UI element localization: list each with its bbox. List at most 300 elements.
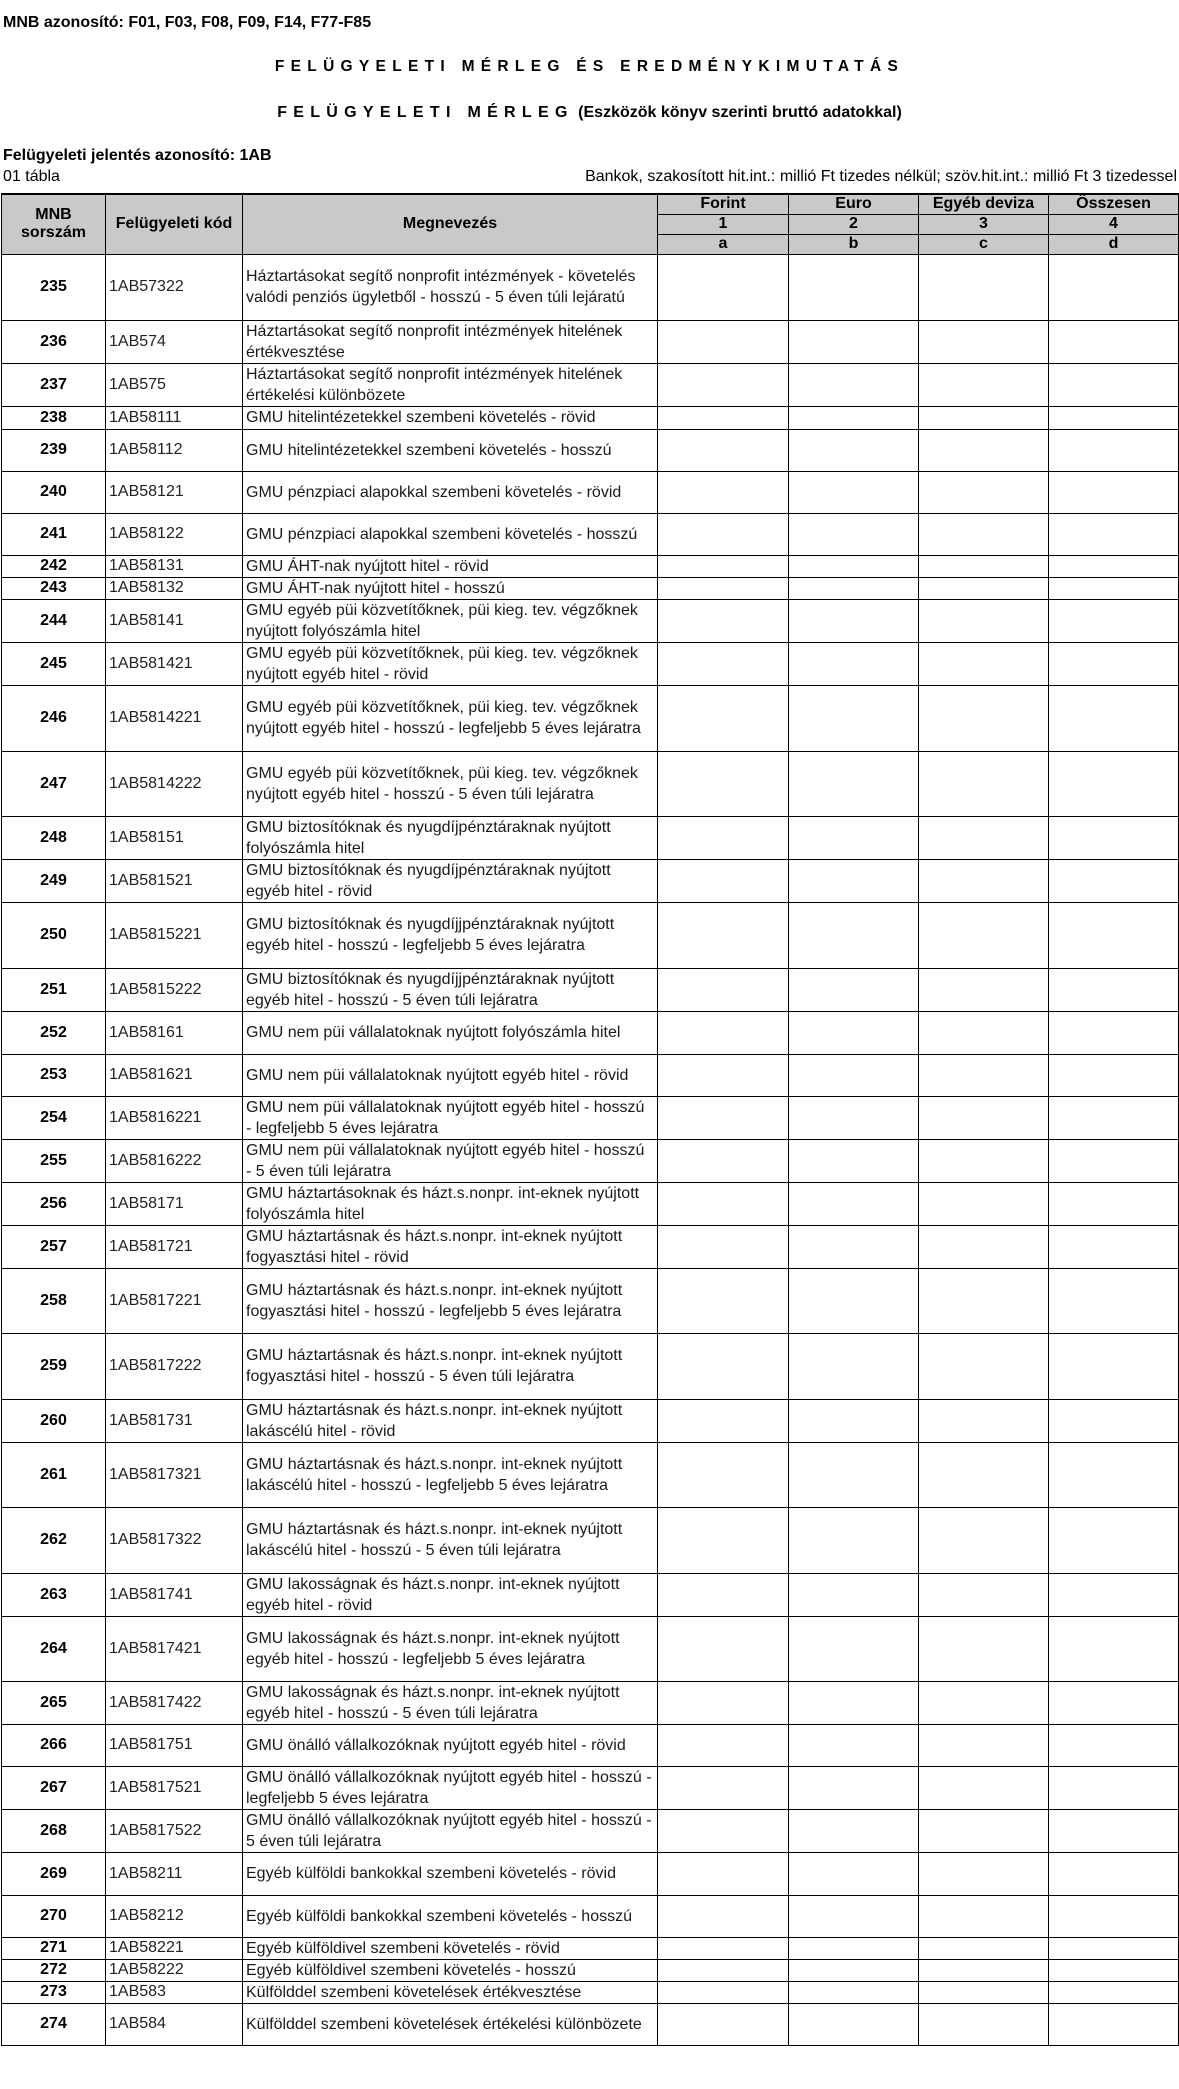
value-cell-osszesen[interactable] bbox=[1049, 642, 1179, 685]
value-cell-osszesen[interactable] bbox=[1049, 363, 1179, 406]
value-cell-egyeb-deviza[interactable] bbox=[919, 859, 1049, 902]
table-row bbox=[2, 1333, 1179, 1399]
value-cell-egyeb-deviza[interactable] bbox=[919, 1766, 1049, 1809]
value-cell-forint[interactable] bbox=[658, 555, 789, 577]
value-cell-forint[interactable] bbox=[658, 1268, 789, 1333]
value-cell-forint[interactable] bbox=[658, 1442, 789, 1507]
value-cell-euro[interactable] bbox=[789, 599, 919, 642]
value-cell-egyeb-deviza[interactable] bbox=[919, 902, 1049, 968]
value-cell-forint[interactable] bbox=[658, 751, 789, 816]
value-cell-euro[interactable] bbox=[789, 1852, 919, 1895]
row-number: 250 bbox=[2, 902, 106, 968]
value-cell-egyeb-deviza[interactable] bbox=[919, 1507, 1049, 1573]
row-number: 261 bbox=[2, 1442, 106, 1507]
mnb-identifier: MNB azonosító: F01, F03, F08, F09, F14, F77-F85 bbox=[3, 14, 372, 31]
row-code: 1AB581731 bbox=[106, 1399, 243, 1442]
row-number: 251 bbox=[2, 968, 106, 1011]
row-number: 262 bbox=[2, 1507, 106, 1573]
value-cell-egyeb-deviza[interactable] bbox=[919, 429, 1049, 471]
value-cell-osszesen[interactable] bbox=[1049, 254, 1179, 320]
value-cell-osszesen[interactable] bbox=[1049, 816, 1179, 859]
col-header-egyeb: Egyéb deviza bbox=[919, 194, 1049, 214]
row-code: 1AB58112 bbox=[106, 429, 243, 471]
value-cell-euro[interactable] bbox=[789, 1809, 919, 1852]
value-cell-forint[interactable] bbox=[658, 1182, 789, 1225]
col-letter-a: a bbox=[658, 234, 789, 254]
row-code: 1AB58121 bbox=[106, 471, 243, 513]
col-header-euro: Euro bbox=[789, 194, 919, 214]
table-row bbox=[2, 429, 1179, 471]
row-number: 269 bbox=[2, 1852, 106, 1895]
row-code: 1AB58131 bbox=[106, 555, 243, 577]
table-row bbox=[2, 254, 1179, 320]
value-cell-egyeb-deviza[interactable] bbox=[919, 1809, 1049, 1852]
table-row bbox=[2, 599, 1179, 642]
row-name: GMU biztosítóknak és nyugdíjpénztáraknak nyújtott egyéb hitel - rövid bbox=[243, 859, 658, 902]
value-cell-forint[interactable] bbox=[658, 1616, 789, 1681]
table-row bbox=[2, 1399, 1179, 1442]
row-number: 249 bbox=[2, 859, 106, 902]
value-cell-osszesen[interactable] bbox=[1049, 968, 1179, 1011]
row-code: 1AB58141 bbox=[106, 599, 243, 642]
row-name: GMU háztartásnak és házt.s.nonpr. int-eknek nyújtott lakáscélú hitel - rövid bbox=[243, 1399, 658, 1442]
value-cell-egyeb-deviza[interactable] bbox=[919, 1011, 1049, 1054]
table-row bbox=[2, 1724, 1179, 1766]
value-cell-forint[interactable] bbox=[658, 1573, 789, 1616]
value-cell-egyeb-deviza[interactable] bbox=[919, 1268, 1049, 1333]
col-header-osszesen: Összesen bbox=[1049, 194, 1179, 214]
value-cell-osszesen[interactable] bbox=[1049, 1399, 1179, 1442]
row-name: GMU önálló vállalkozóknak nyújtott egyéb hitel - hosszú - 5 éven túli lejáratra bbox=[243, 1809, 658, 1852]
row-number: 267 bbox=[2, 1766, 106, 1809]
value-cell-forint[interactable] bbox=[658, 513, 789, 555]
value-cell-osszesen[interactable] bbox=[1049, 1268, 1179, 1333]
value-cell-euro[interactable] bbox=[789, 1268, 919, 1333]
value-cell-euro[interactable] bbox=[789, 1333, 919, 1399]
value-cell-euro[interactable] bbox=[789, 513, 919, 555]
value-cell-euro[interactable] bbox=[789, 902, 919, 968]
table-row bbox=[2, 363, 1179, 406]
value-cell-forint[interactable] bbox=[658, 1937, 789, 1959]
value-cell-osszesen[interactable] bbox=[1049, 513, 1179, 555]
row-code: 1AB5815221 bbox=[106, 902, 243, 968]
value-cell-euro[interactable] bbox=[789, 1937, 919, 1959]
value-cell-osszesen[interactable] bbox=[1049, 320, 1179, 363]
row-name: GMU biztosítóknak és nyugdíjpénztáraknak nyújtott folyószámla hitel bbox=[243, 816, 658, 859]
table-row bbox=[2, 406, 1179, 429]
value-cell-egyeb-deviza[interactable] bbox=[919, 1333, 1049, 1399]
row-code: 1AB584 bbox=[106, 2003, 243, 2045]
value-cell-osszesen[interactable] bbox=[1049, 2003, 1179, 2045]
value-cell-forint[interactable] bbox=[658, 1399, 789, 1442]
table-row bbox=[2, 1268, 1179, 1333]
row-code: 1AB58111 bbox=[106, 406, 243, 429]
row-name: GMU hitelintézetekkel szembeni követelés - rövid bbox=[243, 406, 658, 429]
table-row bbox=[2, 1681, 1179, 1724]
row-name: Külfölddel szembeni követelések értékvesztése bbox=[243, 1981, 658, 2003]
value-cell-osszesen[interactable] bbox=[1049, 1573, 1179, 1616]
row-name: GMU háztartásnak és házt.s.nonpr. int-eknek nyújtott lakáscélú hitel - hosszú - 5 éven túli lejáratra bbox=[243, 1507, 658, 1573]
row-code: 1AB5817421 bbox=[106, 1616, 243, 1681]
row-code: 1AB581751 bbox=[106, 1724, 243, 1766]
value-cell-osszesen[interactable] bbox=[1049, 1959, 1179, 1981]
row-number: 270 bbox=[2, 1895, 106, 1937]
value-cell-osszesen[interactable] bbox=[1049, 1182, 1179, 1225]
row-name: GMU ÁHT-nak nyújtott hitel - hosszú bbox=[243, 577, 658, 599]
row-name: Egyéb külföldivel szembeni követelés - hosszú bbox=[243, 1959, 658, 1981]
value-cell-egyeb-deviza[interactable] bbox=[919, 1937, 1049, 1959]
row-name: GMU biztosítóknak és nyugdíjjpénztáraknak nyújtott egyéb hitel - hosszú - 5 éven túli lejáratra bbox=[243, 968, 658, 1011]
table-name: 01 tábla bbox=[3, 168, 60, 185]
table-row bbox=[2, 1809, 1179, 1852]
row-code: 1AB58211 bbox=[106, 1852, 243, 1895]
table-row bbox=[2, 1852, 1179, 1895]
row-name: Egyéb külföldi bankokkal szembeni követelés - hosszú bbox=[243, 1895, 658, 1937]
row-number: 256 bbox=[2, 1182, 106, 1225]
value-cell-osszesen[interactable] bbox=[1049, 1333, 1179, 1399]
row-code: 1AB5817321 bbox=[106, 1442, 243, 1507]
value-cell-osszesen[interactable] bbox=[1049, 599, 1179, 642]
table-row bbox=[2, 1766, 1179, 1809]
value-cell-osszesen[interactable] bbox=[1049, 471, 1179, 513]
value-cell-egyeb-deviza[interactable] bbox=[919, 406, 1049, 429]
row-name: GMU biztosítóknak és nyugdíjjpénztáraknak nyújtott egyéb hitel - hosszú - legfeljebb 5 éves lejáratra bbox=[243, 902, 658, 968]
value-cell-egyeb-deviza[interactable] bbox=[919, 642, 1049, 685]
value-cell-osszesen[interactable] bbox=[1049, 1225, 1179, 1268]
value-cell-osszesen[interactable] bbox=[1049, 406, 1179, 429]
value-cell-egyeb-deviza[interactable] bbox=[919, 1573, 1049, 1616]
value-cell-osszesen[interactable] bbox=[1049, 1895, 1179, 1937]
value-cell-egyeb-deviza[interactable] bbox=[919, 1096, 1049, 1139]
row-code: 1AB5817521 bbox=[106, 1766, 243, 1809]
value-cell-forint[interactable] bbox=[658, 320, 789, 363]
row-code: 1AB58212 bbox=[106, 1895, 243, 1937]
value-cell-egyeb-deviza[interactable] bbox=[919, 471, 1049, 513]
row-name: GMU lakosságnak és házt.s.nonpr. int-eknek nyújtott egyéb hitel - hosszú - 5 éven túli lejáratra bbox=[243, 1681, 658, 1724]
value-cell-egyeb-deviza[interactable] bbox=[919, 599, 1049, 642]
value-cell-euro[interactable] bbox=[789, 320, 919, 363]
table-row bbox=[2, 1895, 1179, 1937]
value-cell-osszesen[interactable] bbox=[1049, 429, 1179, 471]
row-code: 1AB574 bbox=[106, 320, 243, 363]
value-cell-osszesen[interactable] bbox=[1049, 902, 1179, 968]
row-name: GMU háztartásnak és házt.s.nonpr. int-eknek nyújtott fogyasztási hitel - hosszú - 5 éven túli lejáratra bbox=[243, 1333, 658, 1399]
row-number: 271 bbox=[2, 1937, 106, 1959]
table-row bbox=[2, 555, 1179, 577]
row-code: 1AB581621 bbox=[106, 1054, 243, 1096]
value-cell-euro[interactable] bbox=[789, 1011, 919, 1054]
value-cell-egyeb-deviza[interactable] bbox=[919, 555, 1049, 577]
row-number: 235 bbox=[2, 254, 106, 320]
value-cell-forint[interactable] bbox=[658, 1766, 789, 1809]
row-name: GMU nem püi vállalatoknak nyújtott egyéb hitel - hosszú - 5 éven túli lejáratra bbox=[243, 1139, 658, 1182]
report-id: Felügyeleti jelentés azonosító: 1AB bbox=[3, 147, 272, 164]
value-cell-euro[interactable] bbox=[789, 406, 919, 429]
value-cell-euro[interactable] bbox=[789, 1616, 919, 1681]
value-cell-forint[interactable] bbox=[658, 599, 789, 642]
value-cell-forint[interactable] bbox=[658, 1895, 789, 1937]
table-row bbox=[2, 1937, 1179, 1959]
col-letter-c: c bbox=[919, 234, 1049, 254]
value-cell-forint[interactable] bbox=[658, 254, 789, 320]
value-cell-euro[interactable] bbox=[789, 471, 919, 513]
value-cell-osszesen[interactable] bbox=[1049, 577, 1179, 599]
row-number: 268 bbox=[2, 1809, 106, 1852]
value-cell-egyeb-deviza[interactable] bbox=[919, 320, 1049, 363]
row-code: 1AB58221 bbox=[106, 1937, 243, 1959]
value-cell-forint[interactable] bbox=[658, 859, 789, 902]
row-name: GMU nem püi vállalatoknak nyújtott egyéb hitel - hosszú - legfeljebb 5 éves lejáratra bbox=[243, 1096, 658, 1139]
value-cell-osszesen[interactable] bbox=[1049, 1681, 1179, 1724]
value-cell-egyeb-deviza[interactable] bbox=[919, 1852, 1049, 1895]
table-row bbox=[2, 816, 1179, 859]
value-cell-euro[interactable] bbox=[789, 1096, 919, 1139]
row-number: 236 bbox=[2, 320, 106, 363]
value-cell-euro[interactable] bbox=[789, 685, 919, 751]
value-cell-euro[interactable] bbox=[789, 363, 919, 406]
value-cell-osszesen[interactable] bbox=[1049, 1724, 1179, 1766]
value-cell-forint[interactable] bbox=[658, 471, 789, 513]
row-number: 254 bbox=[2, 1096, 106, 1139]
value-cell-forint[interactable] bbox=[658, 1809, 789, 1852]
table-row bbox=[2, 685, 1179, 751]
value-cell-euro[interactable] bbox=[789, 1225, 919, 1268]
value-cell-egyeb-deviza[interactable] bbox=[919, 968, 1049, 1011]
value-cell-osszesen[interactable] bbox=[1049, 859, 1179, 902]
value-cell-egyeb-deviza[interactable] bbox=[919, 513, 1049, 555]
value-cell-euro[interactable] bbox=[789, 968, 919, 1011]
value-cell-euro[interactable] bbox=[789, 1054, 919, 1096]
table-row bbox=[2, 320, 1179, 363]
row-name: GMU pénzpiaci alapokkal szembeni követelés - hosszú bbox=[243, 513, 658, 555]
row-number: 240 bbox=[2, 471, 106, 513]
value-cell-osszesen[interactable] bbox=[1049, 1139, 1179, 1182]
row-number: 247 bbox=[2, 751, 106, 816]
row-name: GMU lakosságnak és házt.s.nonpr. int-eknek nyújtott egyéb hitel - rövid bbox=[243, 1573, 658, 1616]
value-cell-euro[interactable] bbox=[789, 1573, 919, 1616]
value-cell-euro[interactable] bbox=[789, 577, 919, 599]
table-row bbox=[2, 1011, 1179, 1054]
row-name: GMU egyéb püi közvetítőknek, püi kieg. tev. végzőknek nyújtott egyéb hitel - rövid bbox=[243, 642, 658, 685]
value-cell-osszesen[interactable] bbox=[1049, 685, 1179, 751]
col-header-forint: Forint bbox=[658, 194, 789, 214]
row-number: 244 bbox=[2, 599, 106, 642]
row-number: 260 bbox=[2, 1399, 106, 1442]
value-cell-forint[interactable] bbox=[658, 816, 789, 859]
value-cell-osszesen[interactable] bbox=[1049, 1766, 1179, 1809]
row-number: 237 bbox=[2, 363, 106, 406]
value-cell-osszesen[interactable] bbox=[1049, 1809, 1179, 1852]
table-row bbox=[2, 1507, 1179, 1573]
row-code: 1AB575 bbox=[106, 363, 243, 406]
value-cell-egyeb-deviza[interactable] bbox=[919, 1399, 1049, 1442]
col-num-4: 4 bbox=[1049, 214, 1179, 234]
value-cell-osszesen[interactable] bbox=[1049, 1011, 1179, 1054]
col-header-kod: Felügyeleti kód bbox=[106, 194, 243, 254]
value-cell-egyeb-deviza[interactable] bbox=[919, 1681, 1049, 1724]
row-code: 1AB5817522 bbox=[106, 1809, 243, 1852]
value-cell-euro[interactable] bbox=[789, 1139, 919, 1182]
value-cell-euro[interactable] bbox=[789, 2003, 919, 2045]
row-code: 1AB58122 bbox=[106, 513, 243, 555]
row-number: 265 bbox=[2, 1681, 106, 1724]
table-row bbox=[2, 859, 1179, 902]
row-number: 273 bbox=[2, 1981, 106, 2003]
table-row bbox=[2, 1096, 1179, 1139]
row-name: GMU pénzpiaci alapokkal szembeni követelés - rövid bbox=[243, 471, 658, 513]
row-number: 259 bbox=[2, 1333, 106, 1399]
row-name: Háztartásokat segítő nonprofit intézmények - követelés valódi penziós ügyletből - hosszú - 5 éven túli lejáratú bbox=[243, 254, 658, 320]
row-number: 258 bbox=[2, 1268, 106, 1333]
row-code: 1AB5814222 bbox=[106, 751, 243, 816]
value-cell-forint[interactable] bbox=[658, 429, 789, 471]
col-num-1: 1 bbox=[658, 214, 789, 234]
value-cell-euro[interactable] bbox=[789, 642, 919, 685]
col-num-2: 2 bbox=[789, 214, 919, 234]
value-cell-egyeb-deviza[interactable] bbox=[919, 1616, 1049, 1681]
row-name: Egyéb külföldivel szembeni követelés - rövid bbox=[243, 1937, 658, 1959]
row-code: 1AB5816221 bbox=[106, 1096, 243, 1139]
value-cell-forint[interactable] bbox=[658, 685, 789, 751]
value-cell-osszesen[interactable] bbox=[1049, 555, 1179, 577]
row-name: GMU háztartásnak és házt.s.nonpr. int-eknek nyújtott fogyasztási hitel - rövid bbox=[243, 1225, 658, 1268]
row-number: 255 bbox=[2, 1139, 106, 1182]
row-code: 1AB5817322 bbox=[106, 1507, 243, 1573]
value-cell-egyeb-deviza[interactable] bbox=[919, 1225, 1049, 1268]
value-cell-forint[interactable] bbox=[658, 406, 789, 429]
row-number: 241 bbox=[2, 513, 106, 555]
value-cell-forint[interactable] bbox=[658, 1333, 789, 1399]
value-cell-osszesen[interactable] bbox=[1049, 751, 1179, 816]
balance-sheet-table bbox=[1, 193, 1179, 2046]
row-name: GMU nem püi vállalatoknak nyújtott egyéb hitel - rövid bbox=[243, 1054, 658, 1096]
row-number: 274 bbox=[2, 2003, 106, 2045]
value-cell-egyeb-deviza[interactable] bbox=[919, 1724, 1049, 1766]
value-cell-forint[interactable] bbox=[658, 642, 789, 685]
value-cell-forint[interactable] bbox=[658, 1507, 789, 1573]
value-cell-egyeb-deviza[interactable] bbox=[919, 1981, 1049, 2003]
value-cell-egyeb-deviza[interactable] bbox=[919, 1959, 1049, 1981]
value-cell-egyeb-deviza[interactable] bbox=[919, 1442, 1049, 1507]
row-name: GMU önálló vállalkozóknak nyújtott egyéb hitel - hosszú - legfeljebb 5 éves lejáratra bbox=[243, 1766, 658, 1809]
value-cell-osszesen[interactable] bbox=[1049, 1616, 1179, 1681]
value-cell-forint[interactable] bbox=[658, 1011, 789, 1054]
value-cell-osszesen[interactable] bbox=[1049, 1937, 1179, 1959]
row-name: Egyéb külföldi bankokkal szembeni követelés - rövid bbox=[243, 1852, 658, 1895]
value-cell-osszesen[interactable] bbox=[1049, 1507, 1179, 1573]
row-number: 246 bbox=[2, 685, 106, 751]
value-cell-egyeb-deviza[interactable] bbox=[919, 577, 1049, 599]
value-cell-egyeb-deviza[interactable] bbox=[919, 1182, 1049, 1225]
subtitle-main: FELÜGYELETI MÉRLEG bbox=[277, 104, 574, 121]
value-cell-forint[interactable] bbox=[658, 902, 789, 968]
value-cell-euro[interactable] bbox=[789, 1442, 919, 1507]
table-row bbox=[2, 577, 1179, 599]
row-name: GMU háztartásoknak és házt.s.nonpr. int-eknek nyújtott folyószámla hitel bbox=[243, 1182, 658, 1225]
table-row bbox=[2, 2003, 1179, 2045]
value-cell-forint[interactable] bbox=[658, 968, 789, 1011]
value-cell-euro[interactable] bbox=[789, 1959, 919, 1981]
value-cell-forint[interactable] bbox=[658, 1959, 789, 1981]
value-cell-euro[interactable] bbox=[789, 1182, 919, 1225]
value-cell-euro[interactable] bbox=[789, 1399, 919, 1442]
value-cell-egyeb-deviza[interactable] bbox=[919, 363, 1049, 406]
value-cell-egyeb-deviza[interactable] bbox=[919, 1895, 1049, 1937]
value-cell-osszesen[interactable] bbox=[1049, 1852, 1179, 1895]
value-cell-euro[interactable] bbox=[789, 751, 919, 816]
table-row bbox=[2, 1442, 1179, 1507]
value-cell-euro[interactable] bbox=[789, 1766, 919, 1809]
value-cell-osszesen[interactable] bbox=[1049, 1054, 1179, 1096]
row-code: 1AB5817222 bbox=[106, 1333, 243, 1399]
value-cell-forint[interactable] bbox=[658, 1054, 789, 1096]
row-code: 1AB5815222 bbox=[106, 968, 243, 1011]
value-cell-forint[interactable] bbox=[658, 1852, 789, 1895]
value-cell-euro[interactable] bbox=[789, 1681, 919, 1724]
row-code: 1AB5814221 bbox=[106, 685, 243, 751]
value-cell-egyeb-deviza[interactable] bbox=[919, 751, 1049, 816]
row-code: 1AB583 bbox=[106, 1981, 243, 2003]
value-cell-forint[interactable] bbox=[658, 1096, 789, 1139]
value-cell-forint[interactable] bbox=[658, 1981, 789, 2003]
value-cell-forint[interactable] bbox=[658, 1225, 789, 1268]
value-cell-euro[interactable] bbox=[789, 429, 919, 471]
value-cell-euro[interactable] bbox=[789, 1895, 919, 1937]
row-name: GMU egyéb püi közvetítőknek, püi kieg. tev. végzőknek nyújtott egyéb hitel - hosszú - 5 éven túli lejáratra bbox=[243, 751, 658, 816]
value-cell-forint[interactable] bbox=[658, 1724, 789, 1766]
table-row bbox=[2, 1225, 1179, 1268]
value-cell-forint[interactable] bbox=[658, 363, 789, 406]
value-cell-euro[interactable] bbox=[789, 816, 919, 859]
value-cell-euro[interactable] bbox=[789, 555, 919, 577]
value-cell-forint[interactable] bbox=[658, 1681, 789, 1724]
value-cell-euro[interactable] bbox=[789, 254, 919, 320]
row-code: 1AB5816222 bbox=[106, 1139, 243, 1182]
table-row bbox=[2, 642, 1179, 685]
value-cell-osszesen[interactable] bbox=[1049, 1442, 1179, 1507]
table-row bbox=[2, 1054, 1179, 1096]
row-name: GMU hitelintézetekkel szembeni követelés - hosszú bbox=[243, 429, 658, 471]
value-cell-euro[interactable] bbox=[789, 1724, 919, 1766]
table-row bbox=[2, 1139, 1179, 1182]
table-row bbox=[2, 1959, 1179, 1981]
value-cell-egyeb-deviza[interactable] bbox=[919, 2003, 1049, 2045]
value-cell-egyeb-deviza[interactable] bbox=[919, 816, 1049, 859]
row-name: GMU önálló vállalkozóknak nyújtott egyéb hitel - rövid bbox=[243, 1724, 658, 1766]
value-cell-egyeb-deviza[interactable] bbox=[919, 685, 1049, 751]
row-number: 238 bbox=[2, 406, 106, 429]
table-row bbox=[2, 513, 1179, 555]
row-number: 239 bbox=[2, 429, 106, 471]
value-cell-egyeb-deviza[interactable] bbox=[919, 1054, 1049, 1096]
row-name: GMU háztartásnak és házt.s.nonpr. int-eknek nyújtott lakáscélú hitel - hosszú - legfeljebb 5 éves lejáratra bbox=[243, 1442, 658, 1507]
value-cell-euro[interactable] bbox=[789, 1507, 919, 1573]
value-cell-forint[interactable] bbox=[658, 577, 789, 599]
value-cell-osszesen[interactable] bbox=[1049, 1096, 1179, 1139]
value-cell-egyeb-deviza[interactable] bbox=[919, 1139, 1049, 1182]
value-cell-osszesen[interactable] bbox=[1049, 1981, 1179, 2003]
document-title: FELÜGYELETI MÉRLEG ÉS EREDMÉNYKIMUTATÁS bbox=[274, 58, 905, 75]
value-cell-forint[interactable] bbox=[658, 1139, 789, 1182]
value-cell-forint[interactable] bbox=[658, 2003, 789, 2045]
col-letter-b: b bbox=[789, 234, 919, 254]
col-letter-d: d bbox=[1049, 234, 1179, 254]
value-cell-euro[interactable] bbox=[789, 1981, 919, 2003]
value-cell-euro[interactable] bbox=[789, 859, 919, 902]
row-code: 1AB58222 bbox=[106, 1959, 243, 1981]
value-cell-egyeb-deviza[interactable] bbox=[919, 254, 1049, 320]
row-code: 1AB581421 bbox=[106, 642, 243, 685]
